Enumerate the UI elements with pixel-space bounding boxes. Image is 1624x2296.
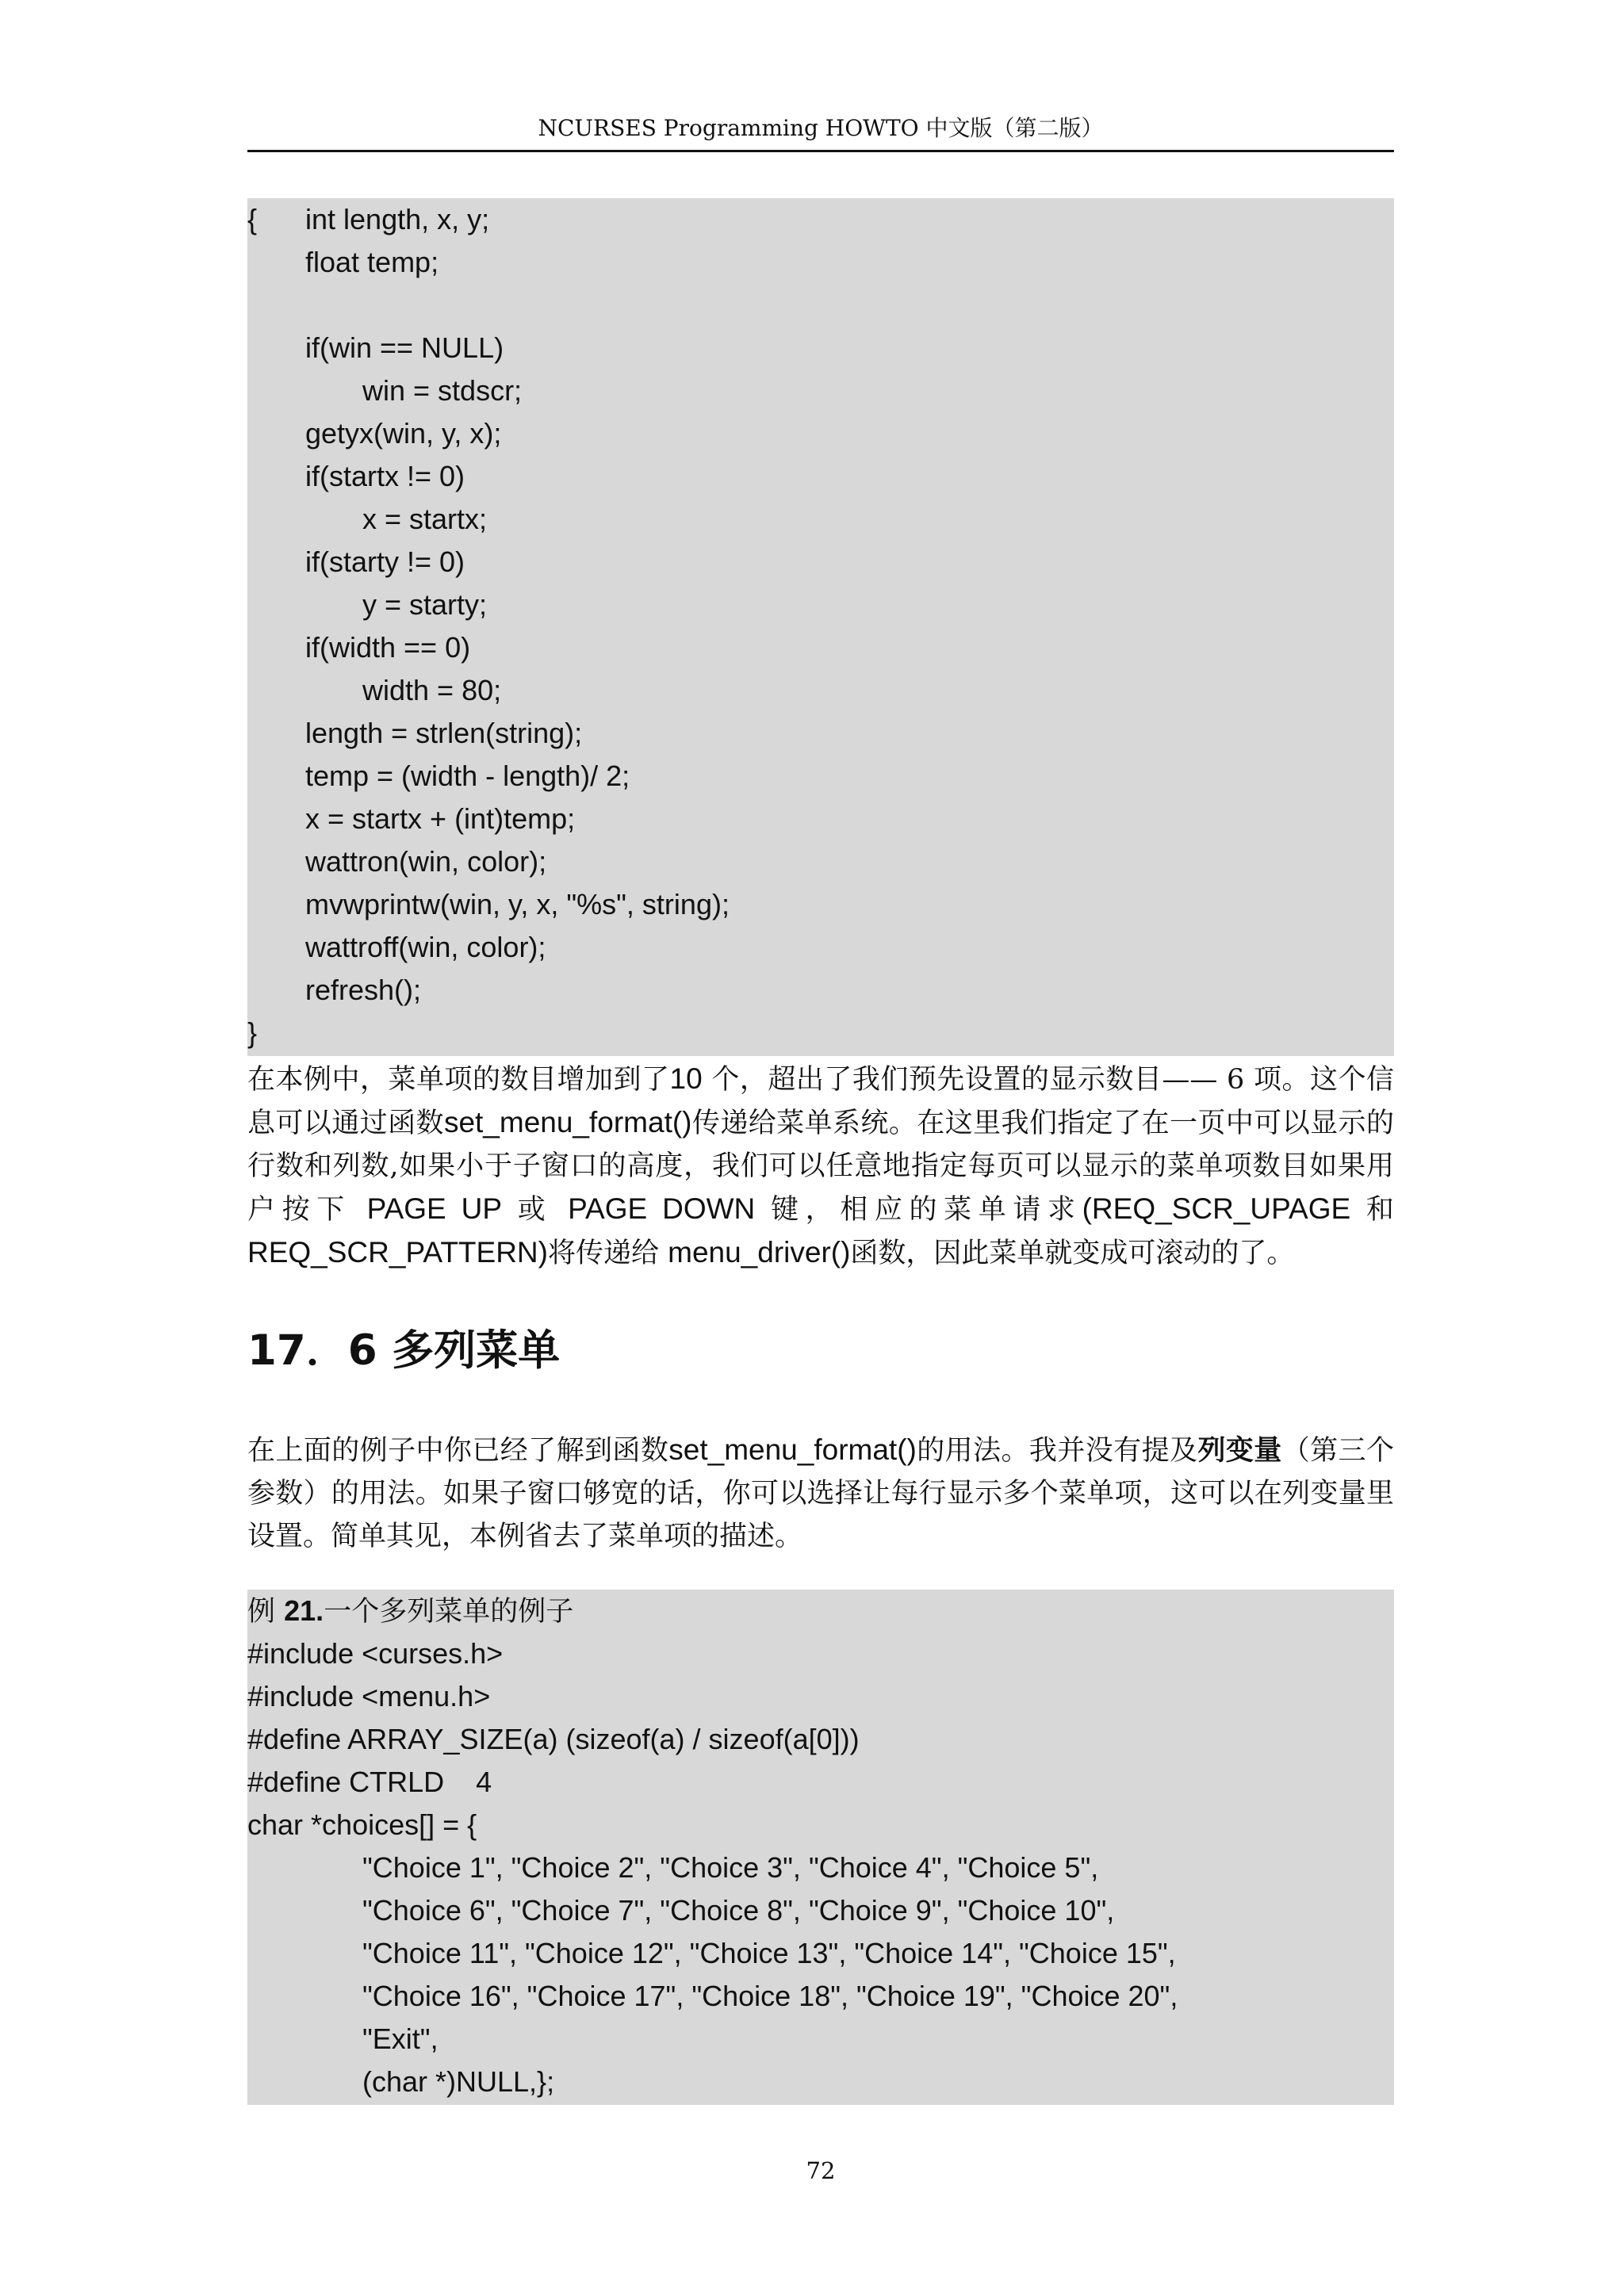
caption-number: 21.: [284, 1594, 324, 1627]
key-name: PAGE DOWN: [568, 1192, 756, 1225]
code-line: #define ARRAY_SIZE(a) (sizeof(a) / sizeof(a[0])): [247, 1723, 860, 1755]
text-run: 或: [517, 1194, 553, 1226]
text-run: 将传递给: [547, 1238, 659, 1269]
text-run: 函数，因此菜单就变成可滚动的了。: [850, 1238, 1295, 1269]
code-line: wattron(win, color);: [305, 845, 547, 878]
code-close-brace: }: [247, 1016, 258, 1049]
function-name: menu_driver(): [668, 1236, 851, 1269]
code-block-multi-column-menu-example: [247, 1590, 1394, 2105]
code-line: "Choice 6", "Choice 7", "Choice 8", "Choice 9", "Choice 10",: [362, 1894, 1115, 1927]
code-line-text: int length, x, y;: [305, 203, 490, 235]
section-intro-paragraph: [247, 1429, 1394, 1557]
code-line: win = stdscr;: [362, 374, 523, 407]
key-name: PAGE UP: [366, 1192, 502, 1225]
text-run: 10: [669, 1062, 703, 1095]
emphasis-text: 列变量: [1197, 1435, 1282, 1467]
text-run: （第三个参数）的用法。如果子窗口够宽的话，你可以选择让每行显示多个菜单项，这可以在列变量里设置。简单其见，本例省去了菜单项的描述。: [247, 1435, 1394, 1552]
example-caption: [247, 1590, 1394, 1632]
code-line: #define CTRLD 4: [247, 1766, 492, 1798]
code-line: #include <menu.h>: [247, 1680, 491, 1712]
code-line-blank: [247, 284, 1394, 327]
function-name: set_menu_format(): [668, 1433, 917, 1466]
text-run: 在上面的例子中你已经了解到函数: [247, 1435, 669, 1467]
code-line: "Choice 16", "Choice 17", "Choice 18", "Choice 19", "Choice 20",: [362, 1980, 1178, 2012]
code-line: [247, 198, 1394, 241]
caption-prefix: 例: [247, 1596, 285, 1628]
code-line: (char *)NULL,};: [362, 2065, 555, 2098]
text-run: 6: [1227, 1064, 1245, 1096]
running-header: NCURSES Programming HOWTO 中文版（第二版）: [538, 115, 1104, 141]
code-line: width = 80;: [362, 674, 502, 706]
code-block-center-text-function: [247, 198, 1394, 1056]
text-run: 项。这个信息可以通过函数: [247, 1064, 1394, 1139]
function-name: set_menu_format(): [443, 1106, 692, 1138]
text-run: 键，相应的菜单请求: [771, 1194, 1082, 1226]
text-run: 传递给菜单系统。在这里我们指定了在一页中可以显示的行数和列数,如果小于子窗口的高度，我们可以任意地指定每页可以显示的菜单项数目如果用户按下: [247, 1108, 1394, 1226]
code-line: mvwprintw(win, y, x, "%s", string);: [305, 888, 730, 920]
code-line: if(width == 0): [305, 631, 471, 664]
code-line: if(starty != 0): [305, 545, 465, 578]
code-line: temp = (width - length)/ 2;: [305, 760, 630, 792]
code-line: char *choices[] = {: [247, 1808, 477, 1841]
request-name: REQ_SCR_PATTERN): [247, 1236, 548, 1269]
text-run: 在本例中，菜单项的数目增加到了: [247, 1064, 670, 1096]
code-open-brace: {: [247, 203, 258, 235]
text-run: 个，超出了我们预先设置的显示数目——: [711, 1064, 1218, 1096]
code-line: wattroff(win, color);: [305, 931, 546, 963]
code-line: refresh();: [305, 974, 422, 1006]
code-line: if(win == NULL): [305, 331, 504, 364]
code-line: x = startx;: [362, 503, 488, 535]
page-number: 72: [806, 2157, 836, 2184]
text-run: 和: [1365, 1194, 1394, 1226]
code-line: "Exit",: [362, 2022, 439, 2055]
code-line: x = startx + (int)temp;: [305, 802, 576, 835]
code-line: #include <curses.h>: [247, 1637, 504, 1670]
explanation-paragraph: [247, 1058, 1394, 1272]
code-line: "Choice 11", "Choice 12", "Choice 13", "Choice 14", "Choice 15",: [362, 1937, 1176, 1969]
code-line: if(startx != 0): [305, 460, 465, 492]
code-line: getyx(win, y, x);: [305, 417, 502, 450]
text-run: 的用法。我并没有提及: [916, 1435, 1198, 1467]
code-line: float temp;: [305, 246, 439, 278]
caption-text: 一个多列菜单的例子: [324, 1596, 574, 1628]
header-rule: [247, 150, 1394, 152]
code-line: "Choice 1", "Choice 2", "Choice 3", "Choice 4", "Choice 5",: [362, 1851, 1099, 1884]
section-heading: 17．6 多列菜单: [247, 1326, 561, 1375]
code-line: length = strlen(string);: [305, 717, 583, 749]
request-name: (REQ_SCR_UPAGE: [1082, 1192, 1351, 1225]
code-line: y = starty;: [362, 588, 488, 621]
